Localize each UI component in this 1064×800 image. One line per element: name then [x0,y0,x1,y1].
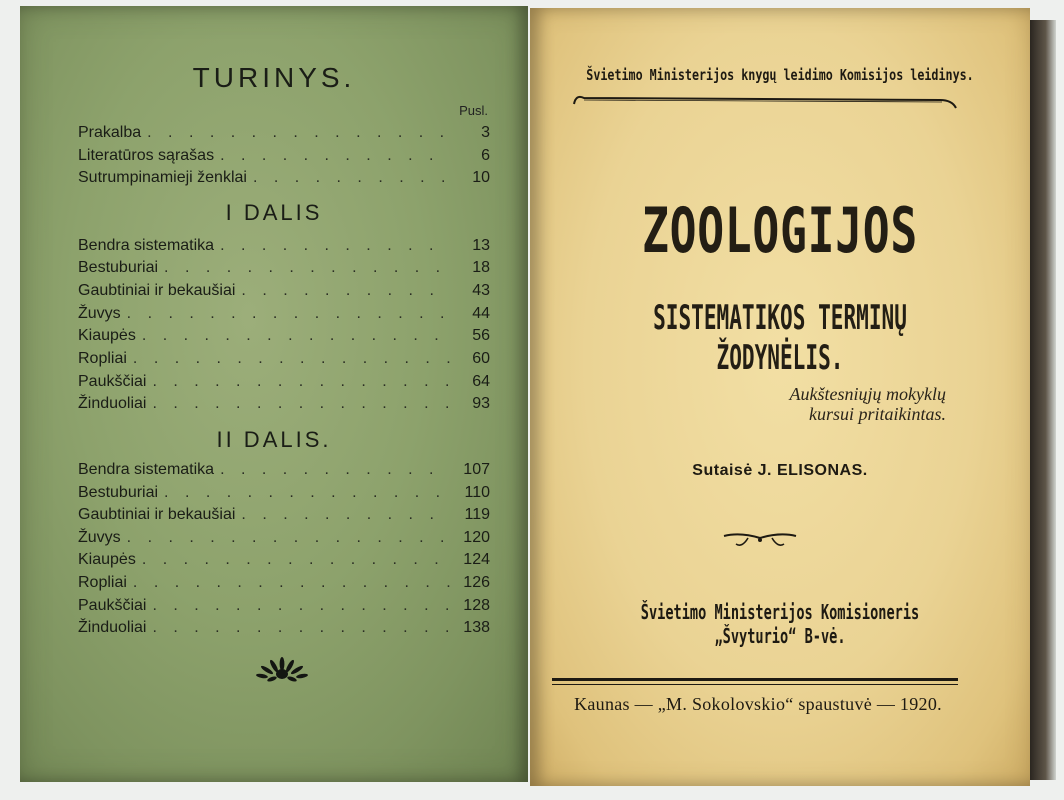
toc-entry-page: 56 [472,327,490,344]
main-title: ZOOLOGIJOS [642,194,918,267]
imprint-rule [552,678,958,681]
imprint-line: Kaunas — „M. Sokolovskio“ spaustuvė — 1920. [574,694,942,714]
part-one-heading: I DALIS [225,200,323,225]
toc-entry-page: 128 [463,597,490,614]
toc-entry-page: 110 [464,484,490,501]
toc-row [78,371,490,393]
page-edge [1030,20,1056,780]
toc-entry-title: Žuvys [78,305,121,322]
toc-entry-page: 124 [463,551,490,568]
scroll-ornament-icon [720,530,800,550]
toc-entry-title: Sutrumpinamieji ženklai [78,169,247,186]
toc-entry-page: 10 [472,169,490,186]
toc-entry-title: Žinduoliai [78,619,147,636]
toc-entry-page: 44 [472,305,490,322]
toc-row [78,393,490,415]
audience-note [686,384,946,424]
author-line: Sutaisė J. ELISONAS. [692,462,868,479]
toc-entry-title: Prakalba [78,124,142,141]
page-column-label: Pusl. [459,103,488,118]
toc-entry-title: Žuvys [78,529,121,546]
toc-row [78,527,490,549]
toc-entry-page: 120 [463,529,490,546]
imprint-rule-thin [552,684,958,685]
toc-row [78,504,490,526]
toc-entry-title: Paukščiai [78,373,147,390]
toc-row [78,303,490,325]
toc-entry-title: Literatūros sąrašas [78,147,215,164]
toc-row [78,122,490,144]
toc-entry-title: Ropliai [78,574,127,591]
toc-row [78,325,490,347]
publisher-line: Švietimo Ministerijos Komisioneris „Švyturio“ B-vė. [640,600,920,648]
series-line: Švietimo Ministerijos knygų leidimo Komisijos leidinys. [586,66,974,84]
toc-entry-page: 43 [472,282,490,299]
part-two-heading: II DALIS. [216,427,332,452]
toc-row [78,617,490,639]
toc-row [78,348,490,370]
toc-entry-page: 126 [463,574,490,591]
toc-entry-page: 138 [463,619,490,636]
toc-entry-title: Bendra sistematika [78,461,215,478]
toc-entry-title: Kiaupės [78,551,136,568]
toc-row [78,235,490,257]
sub-title: SISTEMATIKOS TERMINŲ ŽODYNĖLIS. [653,298,907,378]
toc-entry-title: Paukščiai [78,597,147,614]
toc-row [78,167,490,189]
toc-entry-page: 13 [472,237,490,254]
toc-entry-page: 93 [472,395,490,412]
toc-title: TURINYS. [192,62,356,93]
title-page [530,8,1030,786]
toc-entry-title: Bestuburiai [78,484,159,501]
toc-entry-title: Žinduoliai [78,395,147,412]
toc-entry-page: 6 [481,147,490,164]
toc-row [78,549,490,571]
toc-row [78,257,490,279]
toc-entry-page: 64 [472,373,490,390]
toc-entry-page: 18 [472,259,490,276]
toc-entry-title: Kiaupės [78,327,136,344]
toc-entry-page: 60 [472,350,490,367]
audience-note-line: Aukštesniųjų mokyklų [789,384,946,404]
toc-row [78,145,490,167]
toc-row [78,459,490,481]
toc-row [78,280,490,302]
toc-row [78,595,490,617]
toc-entry-title: Ropliai [78,350,127,367]
toc-entry-page: 119 [464,506,490,523]
toc-entry-title: Bendra sistematika [78,237,215,254]
toc-row [78,482,490,504]
contents-page [20,6,528,782]
toc-entry-title: Gaubtiniai ir bekaušiai [78,282,236,299]
toc-entry-title: Gaubtiniai ir bekaušiai [78,506,236,523]
toc-row [78,572,490,594]
toc-entry-page: 3 [481,124,490,141]
toc-entry-page: 107 [463,461,490,478]
swash-rule-icon [570,88,960,110]
flower-ornament-icon [252,656,312,686]
audience-note-line: kursui pritaikintas. [808,404,946,424]
toc-entry-title: Bestuburiai [78,259,159,276]
